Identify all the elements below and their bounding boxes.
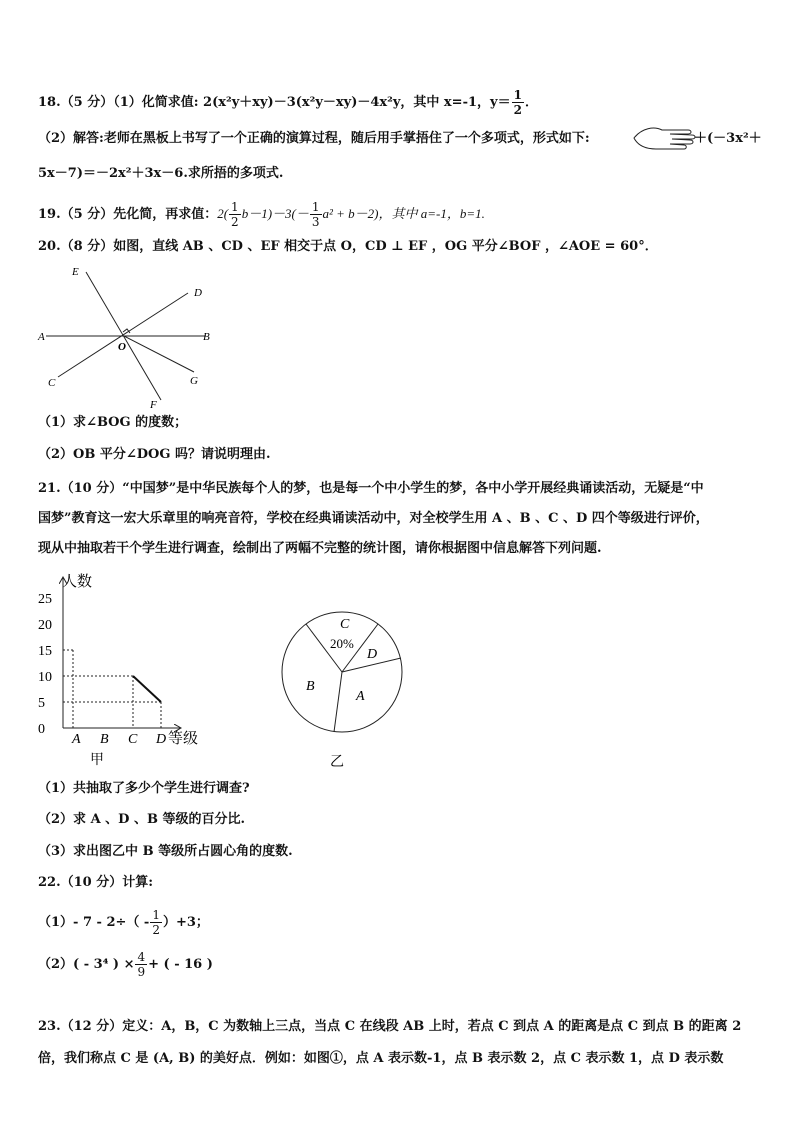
y-axis-label: 人数 bbox=[62, 574, 93, 590]
pie-divider-4 bbox=[334, 672, 342, 732]
q21-sub1: （1）共抽取了多少个学生进行调查? bbox=[38, 781, 250, 796]
x-tick-label: C bbox=[128, 732, 138, 747]
q22-fraction-2: $\frac{4}{9}$ bbox=[137, 950, 146, 979]
pie-label-c: C bbox=[340, 617, 350, 632]
label-D: D bbox=[194, 287, 202, 299]
label-F: F bbox=[150, 399, 157, 411]
x-axis-label: 等级 bbox=[168, 731, 199, 747]
label-B: B bbox=[203, 331, 210, 343]
q21-line2: 国梦”教育这一宏大乐章里的响亮音符，学校在经典诵读活动中，对全校学生用 A 、B 、C 、D 四个等级进行评价， bbox=[38, 511, 709, 526]
pie-value-c: 20% bbox=[330, 636, 354, 651]
label-E: E bbox=[72, 266, 79, 278]
q21-line1: 21.（10 分）“中国梦”是中华民族每个人的梦，也是每一个中小学生的梦，各中小学开展经典诵读活动，无疑是“中 bbox=[38, 481, 704, 496]
chart-jia-caption: 甲 bbox=[90, 753, 104, 768]
q22-sub2: （2）( - 3⁴ ) × $\frac{4}{9}$ + ( - 16 ) bbox=[38, 950, 213, 979]
hand-icon bbox=[632, 124, 696, 152]
q21-sub3: （3）求出图乙中 B 等级所占圆心角的度数. bbox=[38, 844, 293, 859]
x-tick-label: B bbox=[100, 732, 109, 747]
q18-line2: （2）解答:老师在黑板上书写了一个正确的演算过程，随后用手掌捂住了一个多项式，形式如下: bbox=[38, 131, 590, 146]
q21-line3: 现从中抽取若干个学生进行调查，绘制出了两幅不完整的统计图，请你根据图中信息解答下列问题. bbox=[38, 541, 602, 556]
x-tick-label: A bbox=[72, 732, 81, 747]
q19-line: 19.（5 分）先化简，再求值：2( $\frac{1}{2}$ b－1)－3(－ $\frac{1}{3}$ a² + b－2)，其中 a=-1，b=1. bbox=[38, 200, 485, 229]
series-line-c-d bbox=[133, 676, 161, 702]
pie-label-d: D bbox=[367, 647, 378, 662]
q18-line2-tail: ＋(－3x²＋ bbox=[694, 131, 762, 146]
label-G: G bbox=[190, 375, 198, 387]
label-A: A bbox=[38, 331, 45, 343]
q18-fraction: $\frac{1}{2}$ bbox=[513, 88, 522, 117]
pie-label-a: A bbox=[356, 689, 365, 704]
y-tick-label: 20 bbox=[38, 618, 52, 633]
q23-line2: 倍，我们称点 C 是 (A, B) 的美好点．例如：如图①，点 A 表示数-1，点 B 表示数 2，点 C 表示数 1，点 D 表示数 bbox=[38, 1051, 724, 1066]
q18-line1: 18.（5 分）（1）化简求值: 2(x²y＋xy)－3(x²y－xy)－4x²y，其中 x=-1，y＝ $\frac{1}{2}$ ． bbox=[38, 88, 538, 117]
q20-title: 20.（8 分）如图，直线 AB 、CD 、EF 相交于点 O，CD ⊥ EF ，OG 平分∠BOF ，∠AOE = 60°． bbox=[38, 239, 658, 254]
y-tick-label: 5 bbox=[38, 696, 45, 711]
q21-sub2: （2）求 A 、D 、B 等级的百分比. bbox=[38, 812, 246, 827]
q22-fraction-1: $\frac{1}{2}$ bbox=[152, 908, 160, 937]
q20-sub1: （1）求∠BOG 的度数； bbox=[38, 415, 188, 430]
q23-line1: 23.（12 分）定义：A，B，C 为数轴上三点，当点 C 在线段 AB 上时，若点 C 到点 A 的距离是点 C 到点 B 的距离 2 bbox=[38, 1019, 742, 1034]
q19-fraction-1: $\frac{1}{2}$ bbox=[231, 200, 239, 229]
label-C: C bbox=[48, 377, 56, 389]
y-tick-label: 15 bbox=[38, 644, 52, 659]
q20-sub2: （2）OB 平分∠DOG 吗？请说明理由. bbox=[38, 447, 271, 462]
q18-line3: 5x－7)＝－2x²＋3x－6.求所捂的多项式. bbox=[38, 166, 284, 181]
chart-yi bbox=[270, 596, 420, 772]
q20-line-diagram bbox=[36, 262, 226, 412]
q22-title: 22.（10 分）计算: bbox=[38, 875, 154, 890]
line-CD bbox=[58, 293, 188, 377]
pie-label-b: B bbox=[306, 679, 315, 694]
x-tick-label: D bbox=[156, 732, 167, 747]
chart-jia bbox=[30, 566, 230, 768]
y-tick-label: 10 bbox=[38, 670, 52, 685]
chart-yi-caption: 乙 bbox=[330, 755, 344, 770]
q19-fraction-2: $\frac{1}{3}$ bbox=[311, 200, 320, 229]
y-tick-label: 0 bbox=[38, 722, 45, 737]
y-tick-label: 25 bbox=[38, 592, 52, 607]
label-O: O bbox=[118, 341, 126, 353]
q22-sub1: （1）- 7 - 2÷（ - $\frac{1}{2}$ ）+3； bbox=[38, 908, 209, 937]
